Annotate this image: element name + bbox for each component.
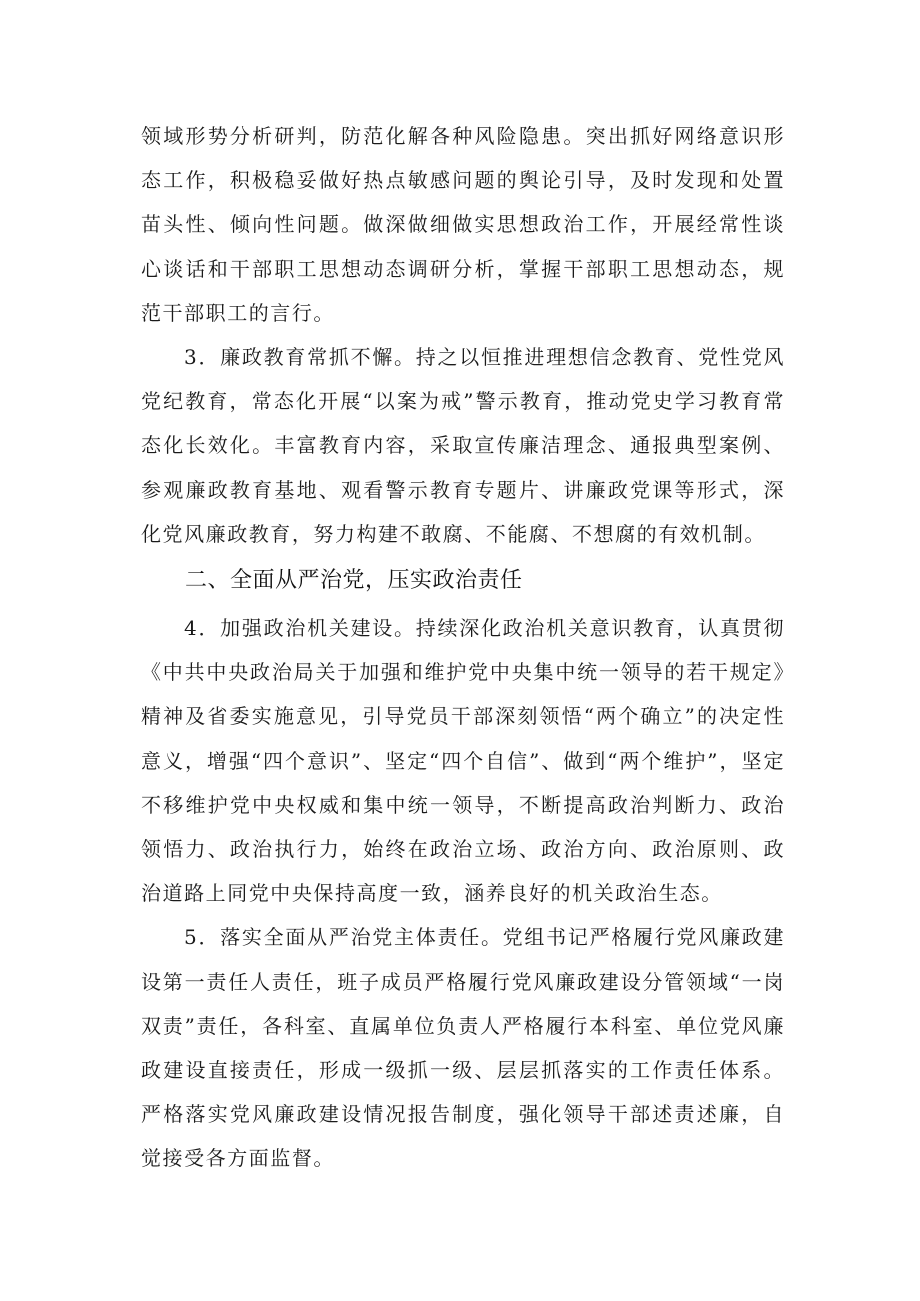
section-heading-2: 二、全面从严治党，压实政治责任 <box>185 568 523 594</box>
paragraph-continuation: 领域形势分析研判，防范化解各种风险隐患。突出抓好网络意识形态工作，积极稳妥做好热点敏感问题的舆论引导，及时发现和处置苗头性、倾向性问题。做深做细做实思想政治工作，开展经常性谈心谈话和干部职工思想动态调研分析，掌握干部职工思想动态，规范干部职工的言行。 <box>141 124 785 325</box>
paragraph-3-integrity-education: 3．廉政教育常抓不懈。持之以恒推进理想信念教育、党性党风党纪教育，常态化开展“以案为戒”警示教育，推动党史学习教育常态化长效化。丰富教育内容，采取宣传廉洁理念、通报典型案例、参观廉政教育基地、观看警示教育专题片、讲廉政党课等形式，深化党风廉政教育，努力构建不敢腐、不能腐、不想腐的有效机制。 <box>141 345 785 546</box>
paragraph-4-political-organ: 4．加强政治机关建设。持续深化政治机关意识教育，认真贯彻《中共中央政治局关于加强和维护党中央集中统一领导的若干规定》精神及省委实施意见，引导党员干部深刻领悟“两个确立”的决定性意义，增强“四个意识”、坚定“四个自信”、做到“两个维护”，坚定不移维护党中央权威和集中统一领导，不断提高政治判断力、政治领悟力、政治执行力，始终在政治立场、政治方向、政治原则、政治道路上同党中央保持高度一致，涵养良好的机关政治生态。 <box>141 616 785 906</box>
document-page <box>141 114 785 1181</box>
paragraph-5-main-responsibility: 5．落实全面从严治党主体责任。党组书记严格履行党风廉政建设第一责任人责任，班子成员严格履行党风廉政建设分管领域“一岗双责”责任，各科室、直属单位负责人严格履行本科室、单位党风廉政建设直接责任，形成一级抓一级、层层抓落实的工作责任体系。严格落实党风廉政建设情况报告制度，强化领导干部述责述廉，自觉接受各方面监督。 <box>141 925 785 1171</box>
